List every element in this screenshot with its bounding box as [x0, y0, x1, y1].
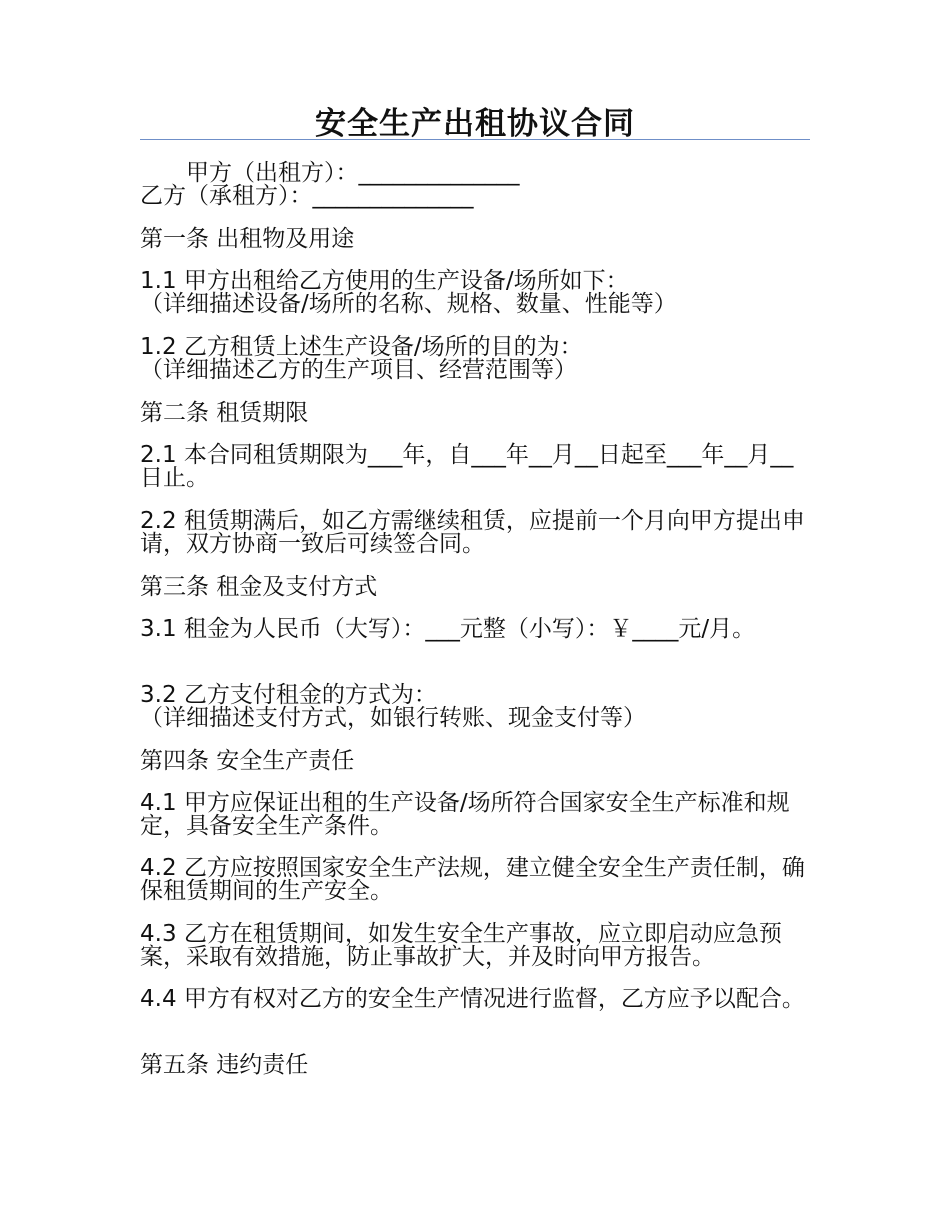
party-a-line: 甲方（出租方）：______________: [186, 160, 520, 186]
clause-4-2: 4.2 乙方应按照国家安全生产法规，建立健全安全生产责任制，确保租赁期间的生产安全。: [140, 855, 805, 904]
clause-4-3: 4.3 乙方在租赁期间，如发生安全生产事故，应立即启动应急预案，采取有效措施，防止事故扩大，并及时向甲方报告。: [140, 921, 782, 970]
article-2-heading: 第二条 租赁期限: [140, 400, 309, 426]
clause-3-1: 3.1 租金为人民币（大写）：___元整（小写）：￥____元/月。: [140, 616, 756, 642]
party-b-line: 乙方（承租方）：______________: [140, 183, 474, 209]
document-title: 安全生产出租协议合同: [315, 106, 635, 142]
article-4-heading: 第四条 安全生产责任: [140, 748, 355, 774]
article-3-heading: 第三条 租金及支付方式: [140, 574, 378, 600]
article-5-heading: 第五条 违约责任: [140, 1052, 309, 1078]
article-1-heading: 第一条 出租物及用途: [140, 226, 355, 252]
clause-3-2: 3.2 乙方支付租金的方式为： （详细描述支付方式，如银行转账、现金支付等）: [140, 682, 646, 731]
clause-2-1: 2.1 本合同租赁期限为___年，自___年__月__日起至___年__月__日止。: [140, 442, 794, 491]
clause-1-2: 1.2 乙方租赁上述生产设备/场所的目的为： （详细描述乙方的生产项目、经营范围等）: [140, 334, 583, 383]
clause-4-1: 4.1 甲方应保证出租的生产设备/场所符合国家安全生产标准和规定，具备安全生产条件。: [140, 790, 790, 839]
clause-1-1: 1.1 甲方出租给乙方使用的生产设备/场所如下： （详细描述设备/场所的名称、规格、数量、性能等）: [140, 268, 677, 317]
title-underline: [140, 139, 810, 140]
clause-4-4: 4.4 甲方有权对乙方的安全生产情况进行监督，乙方应予以配合。: [140, 986, 805, 1012]
clause-2-2: 2.2 租赁期满后，如乙方需继续租赁，应提前一个月向甲方提出申请，双方协商一致后可续签合同。: [140, 508, 805, 557]
